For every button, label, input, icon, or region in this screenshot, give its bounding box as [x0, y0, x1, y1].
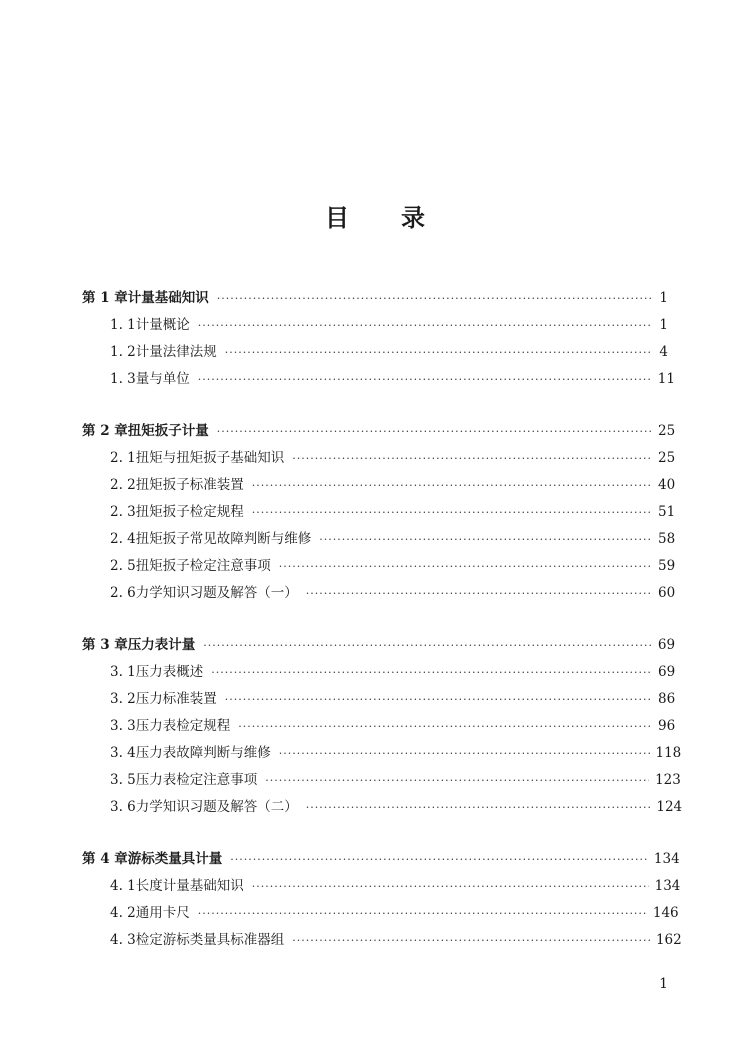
chapter-title: 游标类量具计量: [127, 851, 223, 867]
section-number: 2. 1: [110, 450, 136, 466]
dot-leader: [252, 476, 652, 496]
section-number: 3. 5: [110, 772, 136, 788]
section-page-number: 1: [659, 317, 668, 333]
section-title: 压力标准装置: [135, 691, 217, 707]
toc-section-entry[interactable]: [82, 716, 676, 743]
section-number: 2. 5: [110, 558, 136, 574]
section-number: 2. 3: [110, 504, 136, 520]
section-title: 检定游标类量具标准器组: [135, 932, 285, 948]
section-title: 扭矩扳子常见故障判断与维修: [135, 531, 312, 547]
section-title: 力学知识习题及解答（二）: [135, 799, 298, 815]
chapter-page-number: 25: [658, 423, 676, 439]
dot-leader: [225, 343, 652, 363]
toc-chapter-entry[interactable]: [82, 421, 676, 448]
section-page-number: 146: [652, 905, 679, 921]
section-page-number: 96: [658, 718, 676, 734]
section-number: 4. 2: [110, 905, 136, 921]
section-page-number: 123: [655, 772, 681, 788]
dot-leader: [319, 530, 652, 550]
chapter-number: 第 4 章: [82, 851, 128, 867]
dot-leader: [265, 771, 649, 791]
dot-leader: [217, 422, 652, 442]
page-folio: 1: [659, 976, 668, 992]
toc-section-entry[interactable]: [82, 556, 676, 583]
toc-section-entry[interactable]: [82, 662, 676, 689]
toc-chapter-entry[interactable]: [82, 849, 680, 876]
dot-leader: [306, 798, 651, 818]
section-page-number: 59: [658, 558, 676, 574]
section-title: 压力表故障判断与维修: [135, 745, 271, 761]
toc-section-entry[interactable]: [82, 743, 682, 770]
section-page-number: 60: [658, 585, 676, 601]
section-page-number: 134: [654, 878, 681, 894]
section-number: 3. 3: [110, 718, 136, 734]
section-number: 3. 4: [110, 745, 136, 761]
page-title: [0, 198, 750, 233]
section-page-number: 25: [658, 450, 676, 466]
toc-section-entry[interactable]: [82, 930, 682, 957]
title-char-2: 录: [401, 203, 425, 232]
section-page-number: 11: [657, 371, 675, 387]
toc-section-entry[interactable]: [82, 903, 679, 930]
section-number: 1. 1: [110, 317, 136, 333]
toc-section-entry[interactable]: [82, 315, 668, 342]
section-number: 2. 6: [110, 585, 136, 601]
section-page-number: 51: [658, 504, 676, 520]
dot-leader: [198, 316, 652, 336]
section-page-number: 40: [658, 477, 676, 493]
dot-leader: [225, 690, 652, 710]
chapter-title: 计量基础知识: [127, 290, 209, 306]
toc-section-entry[interactable]: [82, 770, 681, 797]
section-page-number: 58: [658, 531, 676, 547]
dot-leader: [279, 557, 652, 577]
section-title: 计量概论: [135, 317, 190, 333]
section-number: 3. 6: [110, 799, 136, 815]
dot-leader: [203, 636, 652, 656]
dot-leader: [306, 584, 652, 604]
section-title: 计量法律法规: [135, 344, 217, 360]
toc-section-entry[interactable]: [82, 583, 676, 610]
section-number: 2. 4: [110, 531, 136, 547]
chapter-number: 第 2 章: [82, 423, 128, 439]
chapter-title: 扭矩扳子计量: [127, 423, 209, 439]
section-page-number: 86: [658, 691, 676, 707]
toc-chapter-block: [82, 421, 676, 610]
section-page-number: 118: [655, 745, 682, 761]
section-title: 扭矩扳子检定规程: [135, 504, 244, 520]
toc-section-entry[interactable]: [82, 689, 676, 716]
toc-chapter-block: [82, 849, 682, 957]
table-of-contents: [82, 288, 683, 982]
section-number: 4. 1: [110, 878, 136, 894]
section-title: 长度计量基础知识: [135, 878, 244, 894]
section-number: 3. 2: [110, 691, 136, 707]
dot-leader: [292, 449, 652, 469]
chapter-page-number: 69: [657, 637, 676, 653]
section-title: 力学知识习题及解答（一）: [135, 585, 298, 601]
section-page-number: 162: [655, 932, 682, 948]
section-page-number: 69: [658, 664, 676, 680]
dot-leader: [198, 370, 652, 390]
chapter-number: 第 1 章: [82, 290, 128, 306]
dot-leader: [230, 850, 648, 870]
section-number: 1. 2: [110, 344, 136, 360]
chapter-number: 第 3 章: [82, 637, 128, 653]
dot-leader: [292, 931, 650, 951]
section-number: 3. 1: [110, 664, 136, 680]
section-title: 扭矩与扭矩扳子基础知识: [135, 450, 285, 466]
toc-section-entry[interactable]: [82, 475, 676, 502]
toc-section-entry[interactable]: [82, 529, 676, 556]
dot-leader: [198, 904, 647, 924]
toc-section-entry[interactable]: [82, 502, 676, 529]
section-title: 通用卡尺: [135, 905, 190, 921]
toc-section-entry[interactable]: [82, 876, 681, 903]
section-title: 压力表检定注意事项: [135, 772, 258, 788]
section-title: 扭矩扳子检定注意事项: [135, 558, 271, 574]
section-title: 量与单位: [135, 371, 190, 387]
title-char-1: 目: [325, 203, 349, 232]
dot-leader: [252, 503, 652, 523]
section-number: 1. 3: [110, 371, 136, 387]
toc-chapter-block: [82, 288, 675, 396]
toc-section-entry[interactable]: [82, 797, 683, 824]
toc-section-entry[interactable]: [82, 448, 676, 475]
section-page-number: 4: [659, 344, 668, 360]
section-title: 扭矩扳子标准装置: [135, 477, 244, 493]
toc-chapter-entry[interactable]: [82, 288, 668, 315]
section-title: 压力表检定规程: [135, 718, 231, 734]
section-number: 4. 3: [110, 932, 136, 948]
dot-leader: [252, 877, 649, 897]
chapter-title: 压力表计量: [127, 637, 196, 653]
toc-chapter-entry[interactable]: [82, 635, 676, 662]
section-title: 压力表概述: [135, 664, 204, 680]
toc-chapter-block: [82, 635, 683, 824]
chapter-page-number: 1: [659, 290, 668, 306]
toc-section-entry[interactable]: [82, 342, 668, 369]
toc-section-entry[interactable]: [82, 369, 675, 396]
dot-leader: [217, 289, 652, 309]
chapter-page-number: 134: [653, 851, 680, 867]
dot-leader: [238, 717, 652, 737]
dot-leader: [279, 744, 650, 764]
section-page-number: 124: [656, 799, 683, 815]
dot-leader: [211, 663, 652, 683]
section-number: 2. 2: [110, 477, 136, 493]
